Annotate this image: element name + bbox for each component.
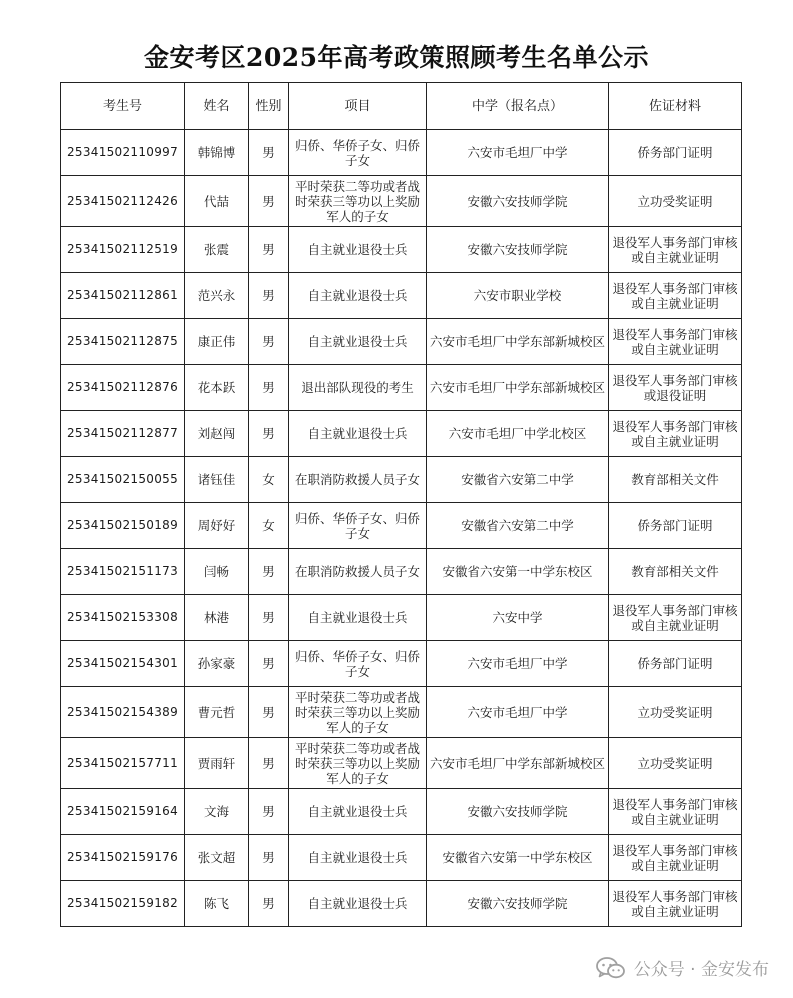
cell-school: 六安市毛坦厂中学 bbox=[427, 130, 609, 176]
cell-exam-number: 25341502154389 bbox=[61, 687, 185, 738]
cell-gender: 男 bbox=[249, 273, 289, 319]
cell-gender: 女 bbox=[249, 457, 289, 503]
table-row bbox=[61, 227, 742, 273]
cell-proof: 退役军人事务部门审核或自主就业证明 bbox=[609, 881, 742, 927]
cell-name: 花本跃 bbox=[185, 365, 249, 411]
header-proof: 佐证材料 bbox=[609, 83, 742, 130]
table-header-row bbox=[61, 83, 742, 130]
cell-school: 安徽省六安第一中学东校区 bbox=[427, 549, 609, 595]
cell-gender: 男 bbox=[249, 738, 289, 789]
cell-name: 张文超 bbox=[185, 835, 249, 881]
cell-name: 孙家豪 bbox=[185, 641, 249, 687]
cell-item: 自主就业退役士兵 bbox=[289, 411, 427, 457]
cell-gender: 男 bbox=[249, 687, 289, 738]
cell-name: 陈飞 bbox=[185, 881, 249, 927]
cell-proof: 立功受奖证明 bbox=[609, 738, 742, 789]
cell-exam-number: 25341502151173 bbox=[61, 549, 185, 595]
cell-name: 曹元哲 bbox=[185, 687, 249, 738]
watermark-text: 公众号 · 金安发布 bbox=[633, 960, 769, 980]
table-row bbox=[61, 130, 742, 176]
cell-gender: 男 bbox=[249, 881, 289, 927]
cell-exam-number: 25341502150189 bbox=[61, 503, 185, 549]
table-row bbox=[61, 641, 742, 687]
cell-item: 自主就业退役士兵 bbox=[289, 319, 427, 365]
cell-proof: 侨务部门证明 bbox=[609, 641, 742, 687]
cell-name: 闫畅 bbox=[185, 549, 249, 595]
cell-school: 安徽六安技师学院 bbox=[427, 789, 609, 835]
cell-school: 六安市毛坦厂中学北校区 bbox=[427, 411, 609, 457]
cell-proof: 立功受奖证明 bbox=[609, 687, 742, 738]
cell-item: 在职消防救援人员子女 bbox=[289, 457, 427, 503]
table-row bbox=[61, 738, 742, 789]
cell-item: 归侨、华侨子女、归侨子女 bbox=[289, 503, 427, 549]
cell-item: 自主就业退役士兵 bbox=[289, 835, 427, 881]
cell-gender: 男 bbox=[249, 641, 289, 687]
table-row bbox=[61, 835, 742, 881]
cell-school: 六安市毛坦厂中学 bbox=[427, 687, 609, 738]
cell-exam-number: 25341502159182 bbox=[61, 881, 185, 927]
cell-name: 诸钰佳 bbox=[185, 457, 249, 503]
table-row bbox=[61, 503, 742, 549]
cell-item: 退出部队现役的考生 bbox=[289, 365, 427, 411]
table-row bbox=[61, 789, 742, 835]
table-row bbox=[61, 687, 742, 738]
cell-item: 平时荣获二等功或者战时荣获三等功以上奖励军人的子女 bbox=[289, 176, 427, 227]
cell-proof: 退役军人事务部门审核或自主就业证明 bbox=[609, 273, 742, 319]
cell-exam-number: 25341502154301 bbox=[61, 641, 185, 687]
cell-item: 平时荣获二等功或者战时荣获三等功以上奖励军人的子女 bbox=[289, 738, 427, 789]
cell-exam-number: 25341502153308 bbox=[61, 595, 185, 641]
cell-gender: 男 bbox=[249, 365, 289, 411]
cell-proof: 侨务部门证明 bbox=[609, 503, 742, 549]
cell-item: 归侨、华侨子女、归侨子女 bbox=[289, 641, 427, 687]
cell-name: 周妤好 bbox=[185, 503, 249, 549]
cell-name: 刘赵闯 bbox=[185, 411, 249, 457]
cell-exam-number: 25341502112861 bbox=[61, 273, 185, 319]
cell-gender: 男 bbox=[249, 789, 289, 835]
cell-school: 六安市毛坦厂中学 bbox=[427, 641, 609, 687]
cell-gender: 男 bbox=[249, 835, 289, 881]
cell-item: 自主就业退役士兵 bbox=[289, 789, 427, 835]
cell-proof: 退役军人事务部门审核或自主就业证明 bbox=[609, 789, 742, 835]
cell-item: 自主就业退役士兵 bbox=[289, 595, 427, 641]
header-item: 项目 bbox=[289, 83, 427, 130]
cell-gender: 女 bbox=[249, 503, 289, 549]
cell-school: 安徽六安技师学院 bbox=[427, 176, 609, 227]
cell-exam-number: 25341502112877 bbox=[61, 411, 185, 457]
cell-exam-number: 25341502112519 bbox=[61, 227, 185, 273]
cell-proof: 教育部相关文件 bbox=[609, 549, 742, 595]
table-row bbox=[61, 457, 742, 503]
cell-item: 平时荣获二等功或者战时荣获三等功以上奖励军人的子女 bbox=[289, 687, 427, 738]
cell-school: 安徽六安技师学院 bbox=[427, 881, 609, 927]
cell-gender: 男 bbox=[249, 176, 289, 227]
cell-exam-number: 25341502112875 bbox=[61, 319, 185, 365]
cell-proof: 教育部相关文件 bbox=[609, 457, 742, 503]
cell-name: 韩锦博 bbox=[185, 130, 249, 176]
cell-name: 范兴永 bbox=[185, 273, 249, 319]
page-title: 金安考区2025年高考政策照顾考生名单公示 bbox=[143, 43, 650, 72]
cell-name: 张震 bbox=[185, 227, 249, 273]
header-name: 姓名 bbox=[185, 83, 249, 130]
table-row bbox=[61, 881, 742, 927]
cell-gender: 男 bbox=[249, 595, 289, 641]
cell-item: 自主就业退役士兵 bbox=[289, 227, 427, 273]
header-exam-number: 考生号 bbox=[61, 83, 185, 130]
cell-exam-number: 25341502112426 bbox=[61, 176, 185, 227]
table-row bbox=[61, 365, 742, 411]
cell-proof: 退役军人事务部门审核或自主就业证明 bbox=[609, 835, 742, 881]
cell-name: 贾雨轩 bbox=[185, 738, 249, 789]
cell-name: 康正伟 bbox=[185, 319, 249, 365]
cell-school: 六安市毛坦厂中学东部新城校区 bbox=[427, 319, 609, 365]
cell-gender: 男 bbox=[249, 227, 289, 273]
cell-proof: 侨务部门证明 bbox=[609, 130, 742, 176]
table-row bbox=[61, 595, 742, 641]
cell-proof: 退役军人事务部门审核或自主就业证明 bbox=[609, 227, 742, 273]
cell-school: 六安市毛坦厂中学东部新城校区 bbox=[427, 365, 609, 411]
cell-name: 代喆 bbox=[185, 176, 249, 227]
cell-proof: 退役军人事务部门审核或退役证明 bbox=[609, 365, 742, 411]
cell-gender: 男 bbox=[249, 319, 289, 365]
cell-item: 自主就业退役士兵 bbox=[289, 273, 427, 319]
candidate-table bbox=[60, 82, 742, 927]
cell-exam-number: 25341502150055 bbox=[61, 457, 185, 503]
cell-proof: 退役军人事务部门审核或自主就业证明 bbox=[609, 319, 742, 365]
cell-school: 六安中学 bbox=[427, 595, 609, 641]
cell-proof: 退役军人事务部门审核或自主就业证明 bbox=[609, 595, 742, 641]
table-row bbox=[61, 549, 742, 595]
cell-exam-number: 25341502159164 bbox=[61, 789, 185, 835]
table-row bbox=[61, 176, 742, 227]
table-row bbox=[61, 273, 742, 319]
header-school: 中学（报名点） bbox=[427, 83, 609, 130]
watermark bbox=[596, 955, 769, 980]
cell-school: 安徽省六安第二中学 bbox=[427, 503, 609, 549]
table-body bbox=[61, 130, 742, 927]
cell-item: 在职消防救援人员子女 bbox=[289, 549, 427, 595]
header-gender: 性别 bbox=[249, 83, 289, 130]
cell-exam-number: 25341502110997 bbox=[61, 130, 185, 176]
cell-item: 归侨、华侨子女、归侨子女 bbox=[289, 130, 427, 176]
cell-gender: 男 bbox=[249, 130, 289, 176]
table-row bbox=[61, 411, 742, 457]
cell-school: 安徽六安技师学院 bbox=[427, 227, 609, 273]
cell-gender: 男 bbox=[249, 411, 289, 457]
cell-exam-number: 25341502159176 bbox=[61, 835, 185, 881]
table-row bbox=[61, 319, 742, 365]
cell-exam-number: 25341502112876 bbox=[61, 365, 185, 411]
cell-name: 文海 bbox=[185, 789, 249, 835]
cell-exam-number: 25341502157711 bbox=[61, 738, 185, 789]
cell-proof: 退役军人事务部门审核或自主就业证明 bbox=[609, 411, 742, 457]
cell-gender: 男 bbox=[249, 549, 289, 595]
cell-name: 林港 bbox=[185, 595, 249, 641]
cell-school: 六安市职业学校 bbox=[427, 273, 609, 319]
cell-school: 安徽省六安第二中学 bbox=[427, 457, 609, 503]
cell-school: 六安市毛坦厂中学东部新城校区 bbox=[427, 738, 609, 789]
wechat-icon bbox=[596, 956, 626, 980]
cell-school: 安徽省六安第一中学东校区 bbox=[427, 835, 609, 881]
cell-item: 自主就业退役士兵 bbox=[289, 881, 427, 927]
cell-proof: 立功受奖证明 bbox=[609, 176, 742, 227]
